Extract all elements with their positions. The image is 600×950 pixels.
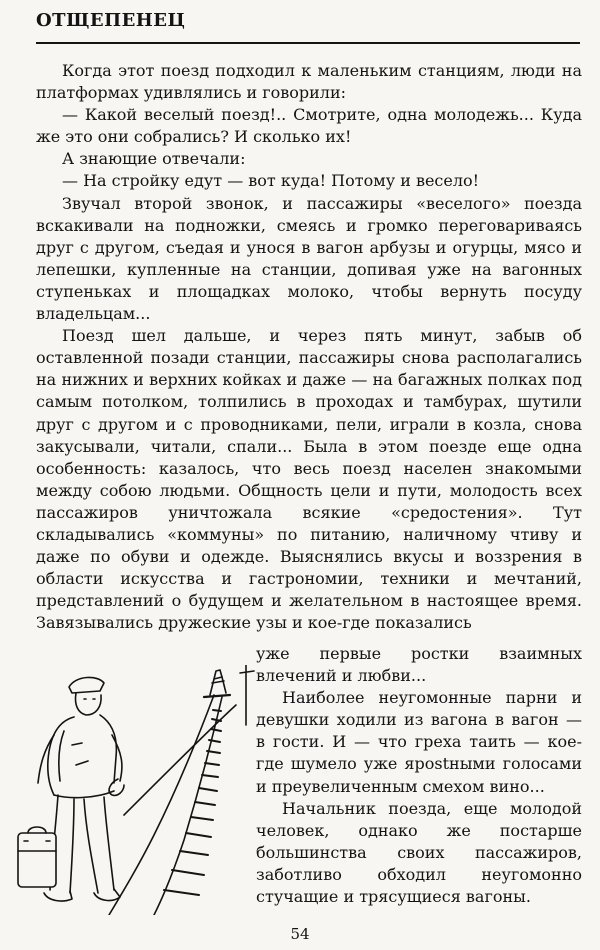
suitcase-icon (18, 827, 56, 887)
paragraph: Когда этот поезд подходил к маленьким станциям, люди на платформах удивлялись и говорили: (36, 61, 582, 103)
illustration-man-and-railway (14, 665, 256, 915)
paragraph: — Какой веселый поезд!.. Смотрите, одна молодежь... Куда же это они собрались? И сколько их! (36, 105, 582, 147)
paragraph: — На стройку едут — вот куда! Потому и весело! (62, 171, 480, 191)
paragraph: Звучал второй звонок, и пассажиры «веселого» поезда вскакивали на подножки, смеясь и громко переговариваясь друг с другом, съедая и унося в вагон арбузы и огурцы, мясо и лепешки, купленные на станции, допивая уже на вагонных ступеньках и площадках молоко, чтобы вернуть посуду владельцам... (36, 193, 582, 324)
paragraph-continuation: уже первые ростки взаимных влечений и любви... (256, 644, 582, 686)
telegraph-poles-icon (124, 665, 254, 815)
wrapped-text (256, 643, 582, 908)
paragraph: Начальник поезда, еще молодой человек, однако же постарше большинства своих пассажиров, заботливо обходил неугомонно стучащие и трясущиеся вагоны. (256, 798, 582, 907)
distant-station-icon (204, 670, 230, 697)
paragraph: Наиболее неугомонные парни и девушки ходили из вагона в вагон — в гости. И — что греха таить — кое-где шумело уже ярostными голосами и преувеличенным смехом вино... (256, 688, 582, 796)
running-header (36, 6, 580, 44)
page-title: ОТЩЕПЕНЕЦ (36, 10, 186, 31)
paragraph: А знающие отвечали: (62, 149, 246, 169)
page-number: 54 (290, 925, 310, 943)
paragraph: Поезд шел дальше, и через пять минут, забыв об оставленной позади станции, пассажиры снова располагались на нижних и верхних койках и даже — на багажных полках под самым потолком, толпились в проходах и тамбурах, шутили друг с другом и с проводниками, пели, играли в козла, снова закусывали, читали, спали... Была в этом поезде еще одна особенность: казалось, что весь поезд населен знакомыми между собою людьми. Общность цели и пути, молодость всех пассажиров уничтожала всякие «средостения». Тут складывались «коммуны» по питанию, наличному чтиву и даже по обуви и одежде. Выяснялись вкусы и воззрения в области искусства и гастрономии, техники и мечтаний, представлений о будущем и желательном в настоящее время. Завязывались дружеские узы и кое-где показались (36, 326, 582, 633)
main-text (36, 60, 582, 634)
railway-tracks-icon (109, 695, 222, 915)
